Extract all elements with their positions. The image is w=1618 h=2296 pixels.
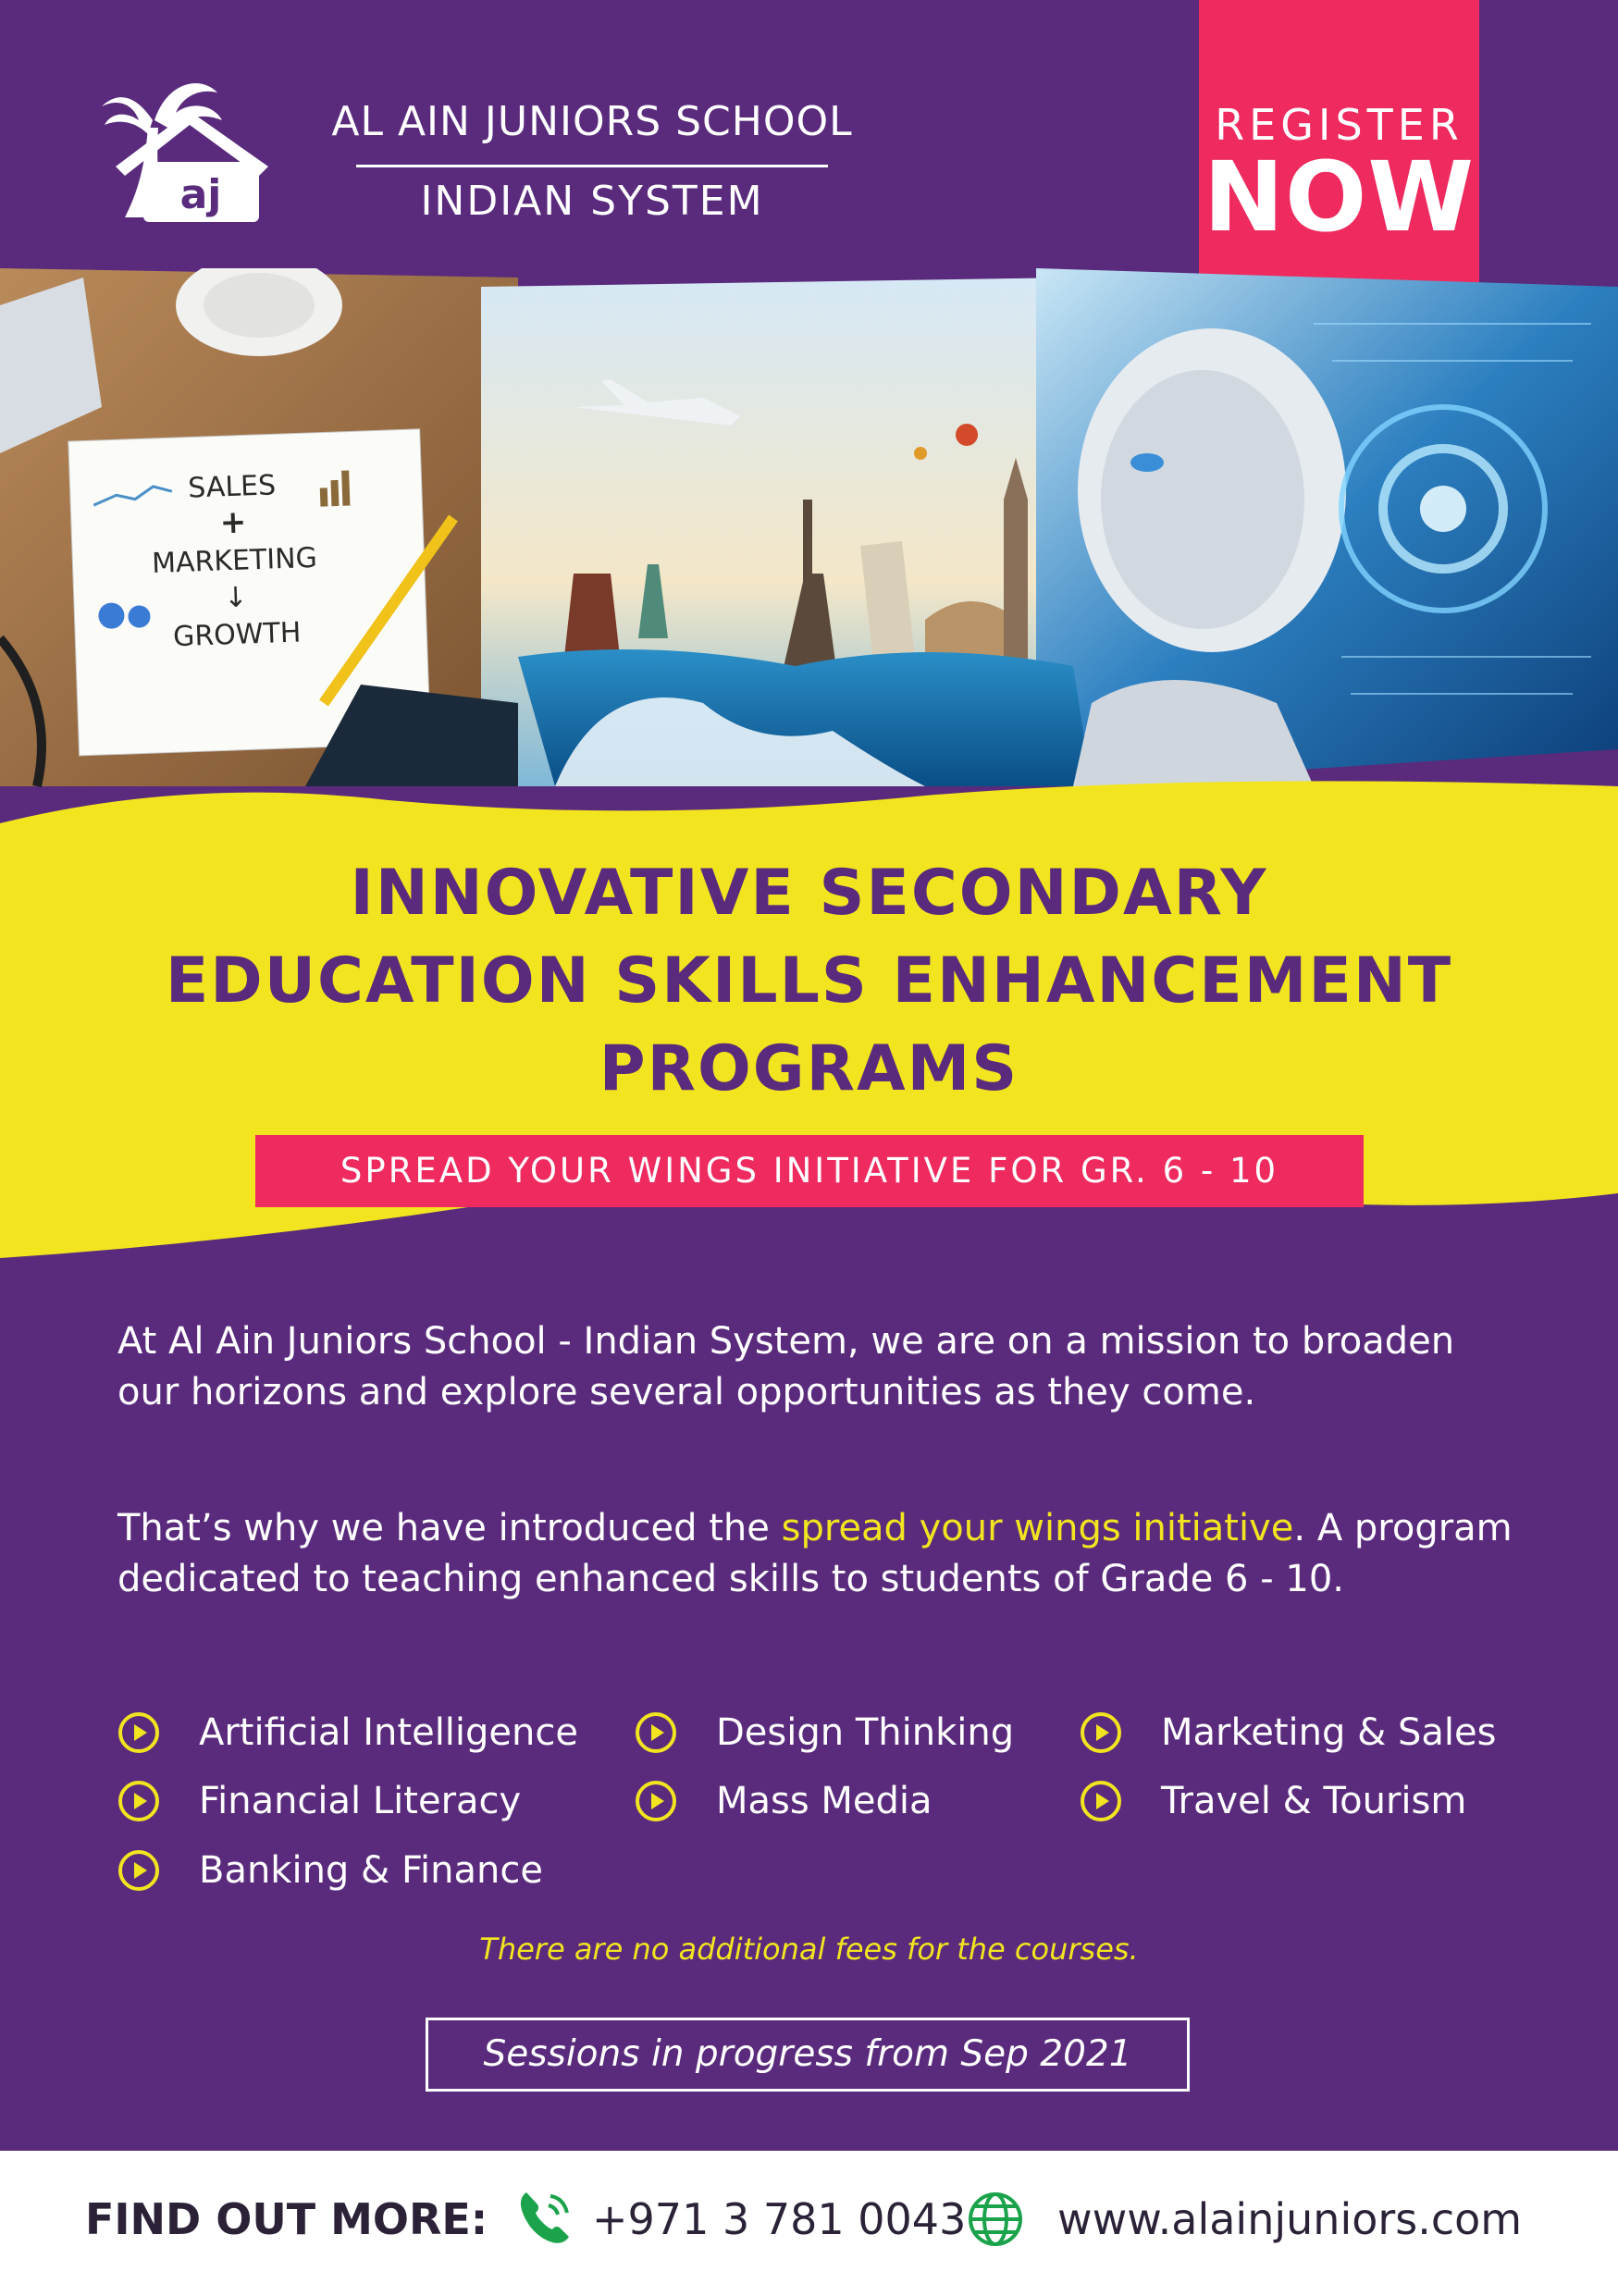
play-circle-icon — [117, 1711, 160, 1754]
course-label: Design Thinking — [716, 1711, 1015, 1754]
register-now-button[interactable] — [1199, 0, 1479, 308]
headline-line-2: EDUCATION SKILLS ENHANCEMENT — [165, 944, 1453, 1018]
school-logo-icon — [97, 56, 273, 227]
play-circle-icon — [117, 1780, 160, 1822]
play-circle-icon — [635, 1780, 677, 1822]
course-label: Travel & Tourism — [1161, 1780, 1467, 1822]
initiative-highlight: spread your wings initiative — [781, 1507, 1294, 1549]
course-label: Financial Literacy — [199, 1780, 522, 1822]
play-circle-icon — [117, 1849, 160, 1892]
phone-number-link[interactable]: +971 3 781 0043 — [592, 2194, 967, 2244]
header-divider — [356, 165, 828, 167]
course-label: Banking & Finance — [199, 1849, 543, 1892]
website-link[interactable]: www.alainjuniors.com — [1057, 2194, 1523, 2244]
find-out-more-label: FIND OUT MORE: — [85, 2194, 488, 2244]
initiative-paragraph-end: . A program dedicated to teaching enhanced skills to students of Grade 6 - 10. — [117, 1507, 1513, 1600]
sessions-banner: Sessions in progress from Sep 2021 — [426, 2018, 1190, 2092]
phone-icon — [513, 2187, 576, 2250]
fees-note: There are no additional fees for the courses. — [479, 1932, 1139, 1967]
initiative-paragraph — [117, 1503, 1524, 1605]
svg-text:MARKETING: MARKETING — [151, 541, 318, 581]
play-circle-icon — [1080, 1780, 1122, 1822]
play-circle-icon — [1080, 1711, 1122, 1754]
course-label: Mass Media — [716, 1780, 933, 1822]
headline-line-1: INNOVATIVE SECONDARY — [350, 857, 1268, 930]
register-now-label: NOW — [1203, 141, 1476, 253]
svg-text:↓: ↓ — [223, 581, 249, 615]
svg-text:+: + — [219, 503, 247, 542]
globe-icon — [967, 2191, 1024, 2248]
register-label: REGISTER — [1215, 100, 1464, 150]
headline — [56, 849, 1562, 1113]
svg-text:GROWTH: GROWTH — [172, 616, 302, 654]
school-system: INDIAN SYSTEM — [420, 178, 764, 225]
course-label: Artificial Intelligence — [199, 1711, 578, 1754]
svg-text:SALES: SALES — [187, 469, 277, 505]
intro-paragraph: At Al Ain Juniors School - Indian System, we are on a mission to broaden our horizons and explore several opportunities as they come. — [117, 1320, 1455, 1413]
svg-text:aj: aj — [179, 171, 222, 218]
course-label: Marketing & Sales — [1161, 1711, 1497, 1754]
headline-line-3: PROGRAMS — [599, 1032, 1019, 1105]
initiative-paragraph-start: That’s why we have introduced the — [117, 1507, 782, 1549]
initiative-badge: SPREAD YOUR WINGS INITIATIVE FOR GR. 6 - 10 — [255, 1135, 1364, 1207]
play-circle-icon — [635, 1711, 677, 1754]
school-name: AL AIN JUNIORS SCHOOL — [331, 98, 853, 145]
header-collage-image — [0, 268, 1618, 823]
